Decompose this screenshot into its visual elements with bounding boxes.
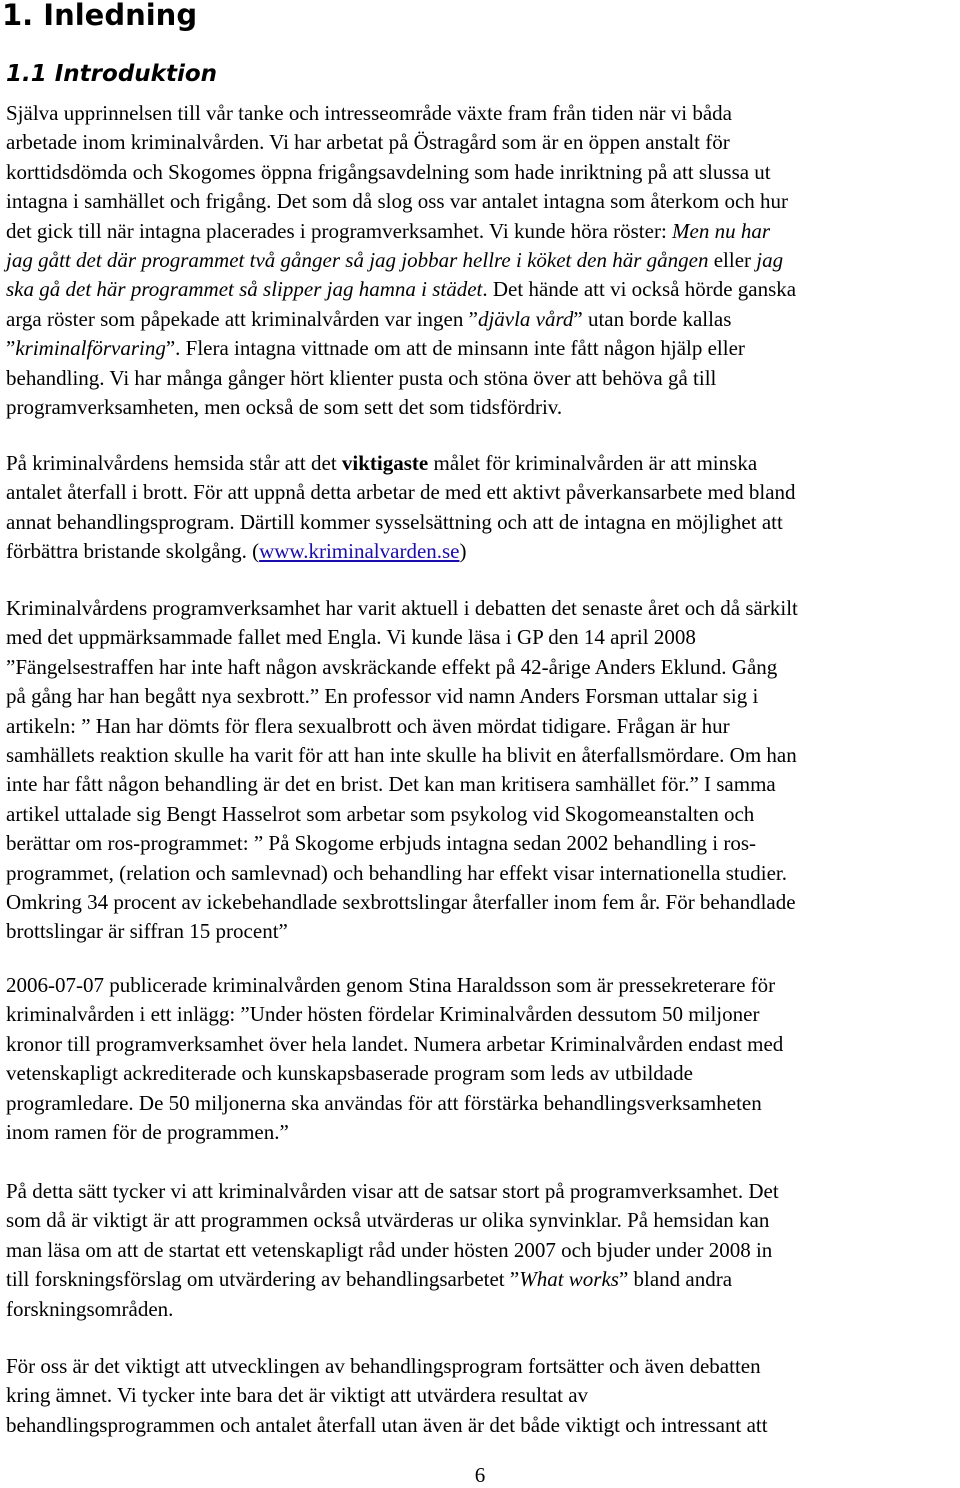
- text-run: eller: [708, 247, 757, 272]
- italic-text: jag gått det där programmet två gånger så jag jobbar hellre i köket den här gången: [6, 247, 709, 272]
- text-line: [6, 859, 960, 888]
- text-line: [6, 99, 960, 128]
- text-run: vetenskapligt ackrediterade och kunskapsbaserade program som leds av utbildade: [6, 1061, 693, 1086]
- text-run: annat behandlingsprogram. Därtill kommer sysselsättning och att de intagna en möjlighet att: [6, 509, 783, 534]
- text-line: [6, 623, 960, 652]
- text-line: [6, 1411, 960, 1440]
- text-run: antalet återfall i brott. För att uppnå detta arbetar de med ett aktivt påverkansarbete med bland: [6, 480, 796, 505]
- paragraph-origin: [6, 99, 960, 422]
- text-run: programmet, (relation och samlevnad) och behandling har effekt visar internationella studier.: [6, 860, 788, 885]
- text-line: [6, 334, 960, 363]
- text-run: behandlingsprogrammen och antalet återfall utan även är det både viktigt och intressant att: [6, 1412, 768, 1437]
- text-run: till forskningsförslag om utvärdering av behandlingsarbetet ”: [6, 1267, 520, 1292]
- text-run: brottslingar är siffran 15 procent”: [6, 919, 288, 944]
- text-run: målet för kriminalvården är att minska: [428, 451, 758, 475]
- italic-text: Men nu har: [672, 218, 771, 243]
- text-line: [6, 800, 960, 829]
- italic-text: What works: [519, 1267, 619, 1292]
- text-run: ”. Flera intagna vittnade om att de minsann inte fått någon hjälp eller: [165, 336, 745, 361]
- text-line: [6, 1295, 960, 1324]
- text-run: inom ramen för de programmen.”: [6, 1119, 289, 1144]
- text-line: [6, 305, 960, 334]
- text-run: kriminalvården i ett inlägg: ”Under hösten fördelar Kriminalvården dessutom 50 miljoner: [6, 1002, 760, 1027]
- bold-text: viktigaste: [341, 451, 429, 475]
- text-line: [6, 1352, 960, 1381]
- text-line: [6, 712, 960, 741]
- paragraph-press-release: [6, 971, 960, 1147]
- text-run: Kriminalvårdens programverksamhet har varit aktuell i debatten det senaste året och då särkilt: [6, 596, 798, 620]
- text-run: På kriminalvårdens hemsida står att det: [6, 451, 342, 475]
- text-run: . Det hände att vi också hörde ganska: [482, 277, 797, 302]
- text-run: ” bland andra: [618, 1267, 733, 1292]
- text-line: [6, 364, 960, 393]
- italic-text: djävla vård: [477, 306, 574, 331]
- text-line: [6, 1206, 960, 1235]
- italic-text: ska gå det här programmet så slipper jag hamna i städet: [6, 277, 483, 302]
- text-line: [6, 449, 960, 478]
- text-run: samhällets reaktion skulle ha varit för att han inte skulle ha blivit en återfallsmördare. Om han: [6, 742, 797, 767]
- paragraph-debate: [6, 594, 960, 947]
- text-run: artikeln: ” Han har dömts för flera sexualbrott och även mördat tidigare. Frågan är hur: [6, 713, 730, 738]
- text-line: [6, 741, 960, 770]
- text-run: ” utan borde kallas: [573, 306, 732, 331]
- text-run: artikel uttalade sig Bengt Hasselrot som arbetar som psykolog vid Skogomeanstalten och: [6, 801, 755, 826]
- text-run: det gick till när intagna placerades i programverksamhet. Vi kunde höra röster:: [6, 218, 673, 243]
- chapter-heading: 1. Inledning: [2, 0, 198, 32]
- text-line: [6, 393, 960, 422]
- text-line: [6, 478, 960, 507]
- text-line: [6, 1265, 960, 1294]
- text-run: kring ämnet. Vi tycker inte bara det är viktigt att utvärdera resultat av: [6, 1383, 589, 1408]
- text-line: [6, 653, 960, 682]
- text-run: arbetade inom kriminalvården. Vi har arbetat på Östragård som är en öppen anstalt för: [6, 130, 730, 155]
- italic-text: kriminalförvaring: [15, 336, 166, 361]
- page-number: 6: [474, 1463, 486, 1487]
- text-run: Själva upprinnelsen till vår tanke och intresseområde växte fram från tiden när vi båda: [6, 101, 732, 125]
- text-line: [6, 917, 960, 946]
- text-run: arga röster som påpekade att kriminalvården var ingen ”: [6, 306, 478, 331]
- text-line: [6, 1000, 960, 1029]
- text-run: på gång har han begått nya sexbrott.” En professor vid namn Anders Forsman uttalar sig i: [6, 684, 759, 709]
- italic-text: jag: [756, 247, 784, 272]
- text-run: berättar om ros-programmet: ” På Skogome erbjuds intagna sedan 2002 behandling i ros-: [6, 831, 756, 856]
- text-line: [6, 1381, 960, 1410]
- text-line: [6, 275, 960, 304]
- text-line: [6, 1118, 960, 1147]
- text-line: [6, 971, 960, 1000]
- text-line: [6, 217, 960, 246]
- text-run: kronor till programverksamhet över hela landet. Numera arbetar Kriminalvården endast med: [6, 1031, 784, 1056]
- text-line: [6, 829, 960, 858]
- text-run: förbättra bristande skolgång. (: [6, 539, 260, 564]
- text-line: [6, 187, 960, 216]
- text-run: intagna i samhället och frigång. Det som då slog oss var antalet intagna som återkom och hur: [6, 189, 789, 214]
- text-run: behandling. Vi har många gånger hört klienter pusta och stöna över att behöva gå till: [6, 365, 717, 390]
- text-run: ”Fängelsestraffen har inte haft någon avskräckande effekt på 42-årige Anders Eklund. Gång: [6, 654, 778, 679]
- website-link[interactable]: www.kriminalvarden.se: [259, 539, 460, 564]
- text-line: [6, 1236, 960, 1265]
- text-line: [6, 1059, 960, 1088]
- text-run: För oss är det viktigt att utvecklingen av behandlingsprogram fortsätter och även debatten: [6, 1354, 761, 1378]
- paragraph-evaluation: [6, 1177, 960, 1324]
- text-line: [6, 1030, 960, 1059]
- text-run: korttidsdömda och Skogomes öppna frigångsavdelning som hade inriktning på att slussa ut: [6, 159, 771, 184]
- text-run: ”: [6, 336, 16, 361]
- text-run: Omkring 34 procent av ickebehandlade sexbrottslingar återfaller inom fem år. För behandlade: [6, 889, 796, 914]
- text-run: som då är viktigt är att programmen också utvärderas ur olika synvinklar. På hemsidan kan: [6, 1208, 770, 1233]
- text-line: [6, 508, 960, 537]
- text-line: [6, 770, 960, 799]
- text-run: ): [459, 539, 467, 564]
- section-heading: 1.1 Introduktion: [6, 61, 218, 87]
- text-run: programverksamheten, men också de som sett det som tidsfördriv.: [6, 394, 563, 419]
- text-run: med det uppmärksammade fallet med Engla. Vi kunde läsa i GP den 14 april 2008: [6, 625, 696, 650]
- text-run: forskningsområden.: [6, 1296, 174, 1321]
- text-run: 2006-07-07 publicerade kriminalvården genom Stina Haraldsson som är pressekreterare för: [6, 973, 776, 997]
- paragraph-goal: [6, 449, 960, 567]
- text-line: [6, 594, 960, 623]
- text-line: [6, 537, 960, 566]
- text-run: man läsa om att de startat ett vetenskapligt råd under hösten 2007 och bjuder under 2008 in: [6, 1237, 773, 1262]
- text-line: [6, 682, 960, 711]
- text-run: programledare. De 50 miljonerna ska användas för att förstärka behandlingsverksamheten: [6, 1090, 762, 1115]
- text-line: [6, 246, 960, 275]
- text-run: inte har fått någon behandling är det en brist. Det kan man kritisera samhället för.” I samma: [6, 772, 776, 797]
- text-line: [6, 888, 960, 917]
- text-line: [6, 128, 960, 157]
- text-run: På detta sätt tycker vi att kriminalvården visar att de satsar stort på programverksamhet. Det: [6, 1179, 779, 1203]
- text-line: [6, 158, 960, 187]
- text-line: [6, 1177, 960, 1206]
- paragraph-conclusion: [6, 1352, 960, 1440]
- text-line: [6, 1089, 960, 1118]
